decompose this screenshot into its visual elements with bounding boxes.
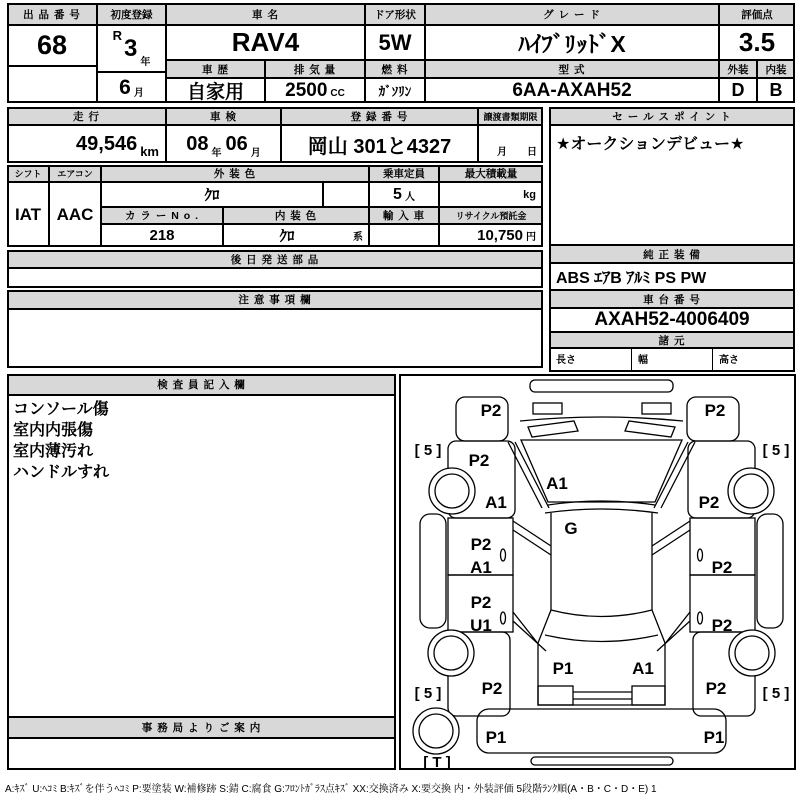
damage-label: P2: [698, 493, 720, 512]
inspector-note-line: コンソール傷: [13, 401, 109, 418]
capacity-value: [369, 182, 439, 207]
shift-value: IAT: [7, 182, 49, 247]
fuel-value: ｶﾞｿﾘﾝ: [365, 78, 425, 103]
b-pillar-right-lines: [652, 521, 690, 555]
damage-label: P1: [485, 728, 507, 747]
mileage-value: [7, 125, 166, 163]
wiper-right: [625, 421, 675, 437]
first-registration-month: [97, 72, 166, 103]
lot-number-header: 出 品 番 号: [7, 3, 97, 25]
a-pillar-left-lines: [508, 442, 549, 508]
damage-label: A1: [546, 474, 568, 493]
damage-label: P2: [468, 451, 490, 470]
damage-label: P1: [703, 728, 725, 747]
import-header: 輸 入 車: [369, 207, 439, 224]
oem-equipment-header: 純 正 装 備: [549, 245, 795, 263]
tailgate-trim: [573, 692, 632, 699]
exterior-color-header: 外 装 色: [101, 165, 369, 182]
specs-header: 諸 元: [549, 332, 795, 348]
mileage-unit: km: [140, 144, 159, 159]
door-shape-value: 5W: [365, 25, 425, 60]
mileage-header: 走 行: [7, 107, 166, 125]
door-shape-header: ドア形状: [365, 3, 425, 25]
damage-label: P2: [711, 558, 733, 577]
car-name-value: RAV4: [166, 25, 365, 60]
recycle-deposit-unit: 円: [526, 232, 536, 243]
spare-tire-label: [ T ]: [423, 754, 451, 768]
recycle-deposit-header: リサイクル預託金: [439, 207, 543, 224]
grade-value: ﾊｲﾌﾞﾘｯﾄﾞX: [425, 25, 719, 60]
damage-code-legend: A:ｷｽﾞ U:ﾍｺﾐ B:ｷｽﾞを伴うﾍｺﾐ P:要塗装 W:補修跡 S:錆 C:腐食 G:ﾌﾛﾝﾄｶﾞﾗｽ点ｷｽﾞ XX:交換済み X:要交換 内・外装評価 5段階ﾗﾝｸ順(A・B・C・D・E) 1: [5, 784, 657, 795]
divider: [364, 3, 366, 103]
front-bumper-strip: [530, 380, 673, 392]
capacity-number: 5: [393, 185, 402, 203]
displacement-unit: CC: [330, 88, 345, 99]
tire-depth-label: [ 5 ]: [762, 442, 790, 459]
tailgate-handle: [632, 686, 665, 705]
chassis-number-header: 車 台 番 号: [549, 290, 795, 308]
rear-bumper: [477, 709, 726, 753]
left-rear-door-handle: [501, 612, 506, 624]
c-pillar-right-lines: [657, 612, 690, 651]
spec-length: 長さ: [549, 348, 632, 372]
max-load-header: 最大積載量: [439, 165, 543, 182]
spare-tire-circle-inner: [419, 714, 453, 748]
interior-color-header: 内 装 色: [223, 207, 369, 224]
inspector-notes-header: 検 査 員 記 入 欄: [7, 374, 396, 395]
exterior-color-value: ｸﾛ: [101, 182, 323, 207]
car-history-value: 自家用: [166, 78, 265, 103]
aircon-header: エアコン: [49, 165, 101, 182]
score-header: 評価点: [719, 3, 795, 25]
damage-label: P2: [704, 401, 726, 420]
year-unit: 年: [140, 57, 151, 68]
model-code-value: 6AA-AXAH52: [425, 78, 719, 103]
model-code-header: 型 式: [425, 60, 719, 78]
first-registration-year: [97, 25, 166, 72]
displacement-value: [265, 78, 365, 103]
inspector-note-line: 室内内張傷: [13, 422, 94, 439]
car-diagram: [401, 376, 794, 768]
import-value-empty: [369, 224, 439, 247]
office-info-empty: [7, 738, 396, 770]
right-rocker: [757, 514, 783, 628]
recycle-deposit-number: 10,750: [477, 227, 523, 244]
exterior-grade-value: D: [719, 78, 757, 103]
hood-vent-right: [642, 403, 671, 414]
shaken-month: 06: [225, 132, 248, 155]
interior-color-value: [223, 224, 369, 247]
first-registration-month-value: 6: [119, 75, 131, 99]
shaken-value: [166, 125, 281, 163]
rear-glass-top: [551, 610, 652, 617]
spec-height: 高さ: [712, 348, 795, 372]
rear-wheel-right-inner: [735, 636, 769, 670]
aircon-value: AAC: [49, 182, 101, 247]
mileage-number: 49,546: [76, 132, 138, 155]
lot-number-value: 68: [7, 25, 97, 66]
sales-point-header: セ ー ル ス ポ イ ン ト: [549, 107, 795, 125]
hood-curve-2: [545, 509, 658, 513]
oem-equipment-value: ABS ｴｱB ｱﾙﾐ PS PW: [549, 263, 795, 290]
tailgate: [538, 610, 665, 705]
transfer-docs-header: 譲渡書類期限: [478, 107, 543, 125]
rear-wheel-left-inner: [434, 636, 468, 670]
divider: [165, 3, 167, 103]
interior-grade-header: 内装: [757, 60, 795, 78]
damage-diagram-panel: [399, 374, 796, 770]
color-number-value: 218: [101, 224, 223, 247]
divider: [424, 3, 426, 103]
era-mark: R: [112, 28, 123, 43]
damage-label: P2: [481, 679, 503, 698]
month-unit: 月: [133, 88, 144, 99]
tire-depth-label: [ 5 ]: [414, 685, 442, 702]
front-wheel-left-inner: [435, 474, 469, 508]
divider: [718, 3, 720, 103]
inspector-note-line: ハンドルすれ: [13, 464, 110, 481]
damage-label: P2: [711, 616, 733, 635]
hood-vent-left: [533, 403, 562, 414]
cautions-empty: [7, 309, 543, 368]
displacement-header: 排 気 量: [265, 60, 365, 78]
damage-label: G: [564, 519, 578, 538]
damage-label: P2: [480, 401, 502, 420]
interior-color-suffix: 系: [353, 232, 363, 243]
shaken-month-unit: 月: [250, 148, 261, 159]
front-wheel-right-inner: [734, 474, 768, 508]
rear-glass-bottom: [545, 635, 658, 642]
exterior-grade-header: 外装: [719, 60, 757, 78]
license-plate: [538, 686, 573, 705]
damage-label: U1: [470, 616, 492, 635]
damage-label: A1: [632, 659, 654, 678]
tire-depth-label: [ 5 ]: [762, 685, 790, 702]
transfer-docs-value: 月 日: [478, 125, 543, 163]
damage-label: P2: [705, 679, 727, 698]
rear-lower-strip: [531, 757, 673, 765]
grade-header: グ レ ー ド: [425, 3, 719, 25]
color-number-header: カ ラ ー N o .: [101, 207, 223, 224]
capacity-header: 乗車定員: [369, 165, 439, 182]
right-rear-door-handle: [698, 612, 703, 624]
max-load-value: kg: [439, 182, 543, 207]
later-parts-empty: [7, 268, 543, 288]
shaken-year-unit: 年: [211, 148, 222, 159]
damage-label: P2: [470, 593, 492, 612]
fuel-header: 燃 料: [365, 60, 425, 78]
first-registration-year-value: 3: [124, 34, 138, 62]
damage-label: P1: [552, 659, 574, 678]
score-value: 3.5: [719, 25, 795, 60]
shaken-year: 08: [186, 132, 209, 155]
damage-label: P2: [470, 535, 492, 554]
tire-depth-label: [ 5 ]: [414, 442, 442, 459]
sales-point-value: ★オークションデビュー★: [549, 125, 795, 245]
interior-grade-value: B: [757, 78, 795, 103]
spec-width: 幅: [631, 348, 713, 372]
chassis-number-value: AXAH52-4006409: [549, 308, 795, 332]
office-info-header: 事 務 局 よ り ご 案 内: [7, 717, 396, 738]
left-front-door-handle: [501, 549, 506, 561]
inspector-notes-content: [7, 395, 396, 717]
displacement-number: 2500: [285, 79, 328, 101]
cautions-header: 注 意 事 項 欄: [7, 290, 543, 309]
divider: [96, 3, 98, 103]
damage-label: A1: [470, 558, 492, 577]
registration-number-value: 岡山 301と4327: [281, 125, 478, 163]
car-name-header: 車 名: [166, 3, 365, 25]
shift-header: シフト: [7, 165, 49, 182]
damage-label: A1: [485, 493, 507, 512]
registration-number-header: 登 録 番 号: [281, 107, 478, 125]
later-parts-header: 後 日 発 送 部 品: [7, 250, 543, 268]
wiper-left: [528, 421, 578, 437]
first-registration-header: 初度登録: [97, 3, 166, 25]
cowl-line: [520, 417, 683, 421]
left-rocker: [420, 514, 446, 628]
lot-number-empty-cell: [7, 66, 97, 103]
recycle-deposit-value: [439, 224, 543, 247]
b-pillar-left-lines: [513, 521, 551, 555]
exterior-color-empty-cell: [323, 182, 369, 207]
right-front-door-handle: [698, 549, 703, 561]
damage-labels: [415, 401, 790, 768]
interior-color-name: ｸﾛ: [279, 228, 295, 245]
capacity-unit: 人: [404, 192, 415, 203]
a-pillar-right-lines: [654, 442, 695, 508]
inspector-note-line: 室内薄汚れ: [13, 443, 94, 460]
c-pillar-left-lines: [513, 612, 546, 651]
shaken-header: 車 検: [166, 107, 281, 125]
car-history-header: 車 歴: [166, 60, 265, 78]
